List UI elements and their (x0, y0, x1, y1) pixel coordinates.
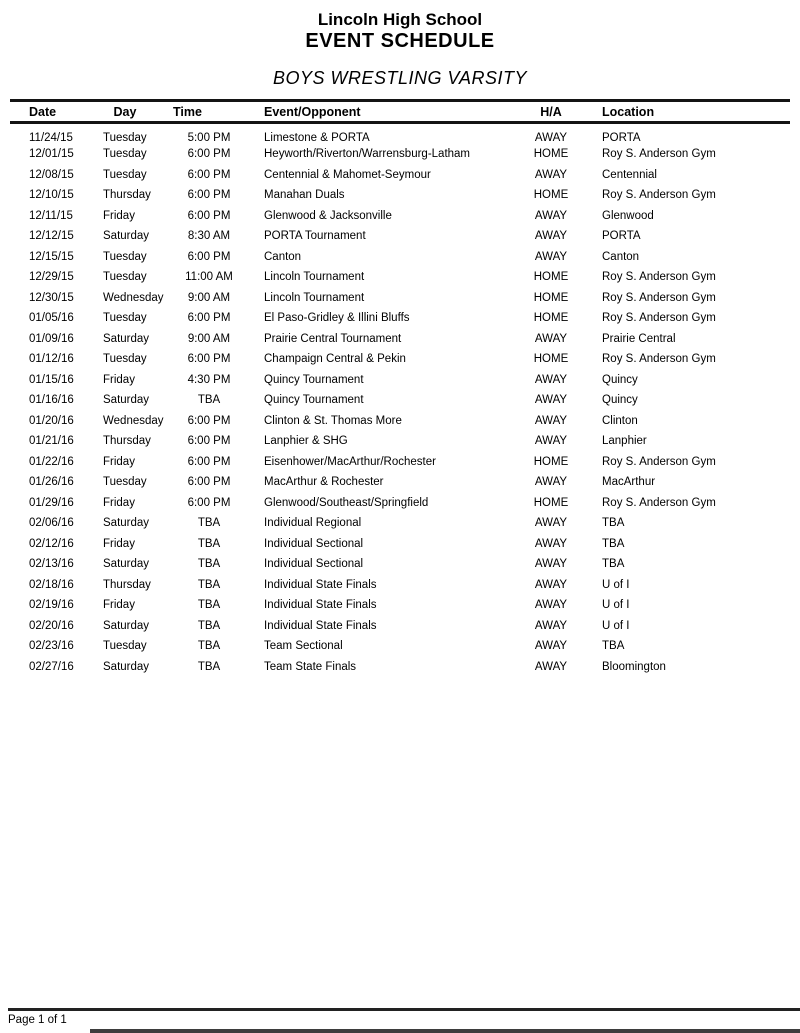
cell-home-away: HOME (533, 312, 569, 325)
cell-time: 9:00 AM (187, 291, 231, 304)
footer-divider (8, 1008, 800, 1011)
cell-day: Thursday (103, 578, 151, 591)
table-row (10, 370, 790, 391)
cell-date: 12/30/15 (29, 291, 74, 304)
event-schedule-title: EVENT SCHEDULE (305, 30, 495, 52)
table-row (10, 165, 790, 186)
cell-date: 01/05/16 (29, 312, 74, 325)
cell-event-opponent: Limestone & PORTA (264, 132, 370, 144)
cell-time: 6:00 PM (187, 476, 231, 489)
cell-date: 01/26/16 (29, 476, 74, 489)
cell-event-opponent: Individual Regional (264, 517, 362, 530)
cell-home-away: AWAY (534, 373, 568, 386)
cell-event-opponent: Quincy Tournament (264, 373, 364, 386)
cell-day: Saturday (103, 619, 150, 632)
cell-time: TBA (197, 537, 221, 550)
cell-location: Lanphier (602, 435, 647, 448)
schedule-table (10, 99, 790, 677)
cell-date: 12/11/15 (29, 209, 73, 222)
cell-time: TBA (197, 517, 221, 530)
table-row (10, 247, 790, 268)
cell-date: 12/29/15 (29, 271, 74, 284)
column-header-date: Date (10, 101, 85, 123)
cell-event-opponent: Glenwood & Jacksonville (264, 209, 392, 222)
table-row (10, 534, 790, 555)
title-block (0, 0, 800, 89)
cell-date: 01/09/16 (29, 332, 74, 345)
cell-home-away: AWAY (534, 132, 568, 144)
table-row (10, 554, 790, 575)
column-header-event-opponent: Event/Opponent (253, 101, 520, 123)
cell-time: 6:00 PM (187, 353, 231, 366)
cell-home-away: AWAY (534, 414, 568, 427)
table-row (10, 185, 790, 206)
cell-date: 12/15/15 (29, 250, 74, 263)
cell-location: Roy S. Anderson Gym (602, 455, 716, 468)
cell-day: Tuesday (103, 148, 147, 161)
cell-date: 01/12/16 (29, 353, 74, 366)
cell-time: 9:00 AM (187, 332, 231, 345)
cell-day: Friday (103, 599, 135, 612)
cell-time: TBA (197, 640, 221, 653)
cell-location: TBA (602, 537, 625, 550)
cell-time: 8:30 AM (187, 230, 231, 243)
cell-day: Saturday (103, 230, 150, 243)
cell-date: 02/18/16 (29, 578, 74, 591)
cell-event-opponent: Lincoln Tournament (264, 271, 365, 284)
cell-day: Tuesday (103, 271, 147, 284)
column-header-location: Location (582, 101, 790, 123)
header-row (10, 101, 790, 123)
cell-location: Quincy (602, 394, 638, 407)
cell-home-away: AWAY (534, 640, 568, 653)
cell-date: 02/19/16 (29, 599, 74, 612)
cell-day: Wednesday (103, 414, 164, 427)
cell-event-opponent: Canton (264, 250, 302, 263)
table-row (10, 390, 790, 411)
cell-day: Tuesday (103, 168, 147, 181)
table-row (10, 513, 790, 534)
cell-event-opponent: MacArthur & Rochester (264, 476, 384, 489)
cell-location: Roy S. Anderson Gym (602, 271, 716, 284)
cell-time: 4:30 PM (187, 373, 231, 386)
cell-event-opponent: Team Sectional (264, 640, 343, 653)
cell-day: Friday (103, 537, 135, 550)
cell-time: TBA (197, 394, 221, 407)
cell-time: 6:00 PM (187, 250, 231, 263)
cell-date: 12/12/15 (29, 230, 74, 243)
cell-date: 01/29/16 (29, 496, 74, 509)
cell-date: 12/10/15 (29, 189, 74, 202)
cell-time: 6:00 PM (187, 455, 231, 468)
cell-day: Tuesday (103, 312, 147, 325)
cell-location: PORTA (602, 230, 641, 243)
cell-location: Glenwood (602, 209, 654, 222)
cell-day: Tuesday (103, 132, 147, 144)
cell-location: MacArthur (602, 476, 656, 489)
cell-day: Friday (103, 373, 135, 386)
cell-event-opponent: Eisenhower/MacArthur/Rochester (264, 455, 436, 468)
cell-time: 6:00 PM (187, 414, 231, 427)
cell-day: Friday (103, 496, 135, 509)
cell-location: TBA (602, 517, 625, 530)
table-row (10, 493, 790, 514)
cell-location: Prairie Central (602, 332, 676, 345)
cell-time: 6:00 PM (187, 148, 231, 161)
table-row (10, 616, 790, 637)
cell-home-away: AWAY (534, 476, 568, 489)
cell-event-opponent: Lanphier & SHG (264, 435, 348, 448)
cell-event-opponent: Manahan Duals (264, 189, 345, 202)
table-row (10, 226, 790, 247)
cell-date: 01/15/16 (29, 373, 74, 386)
schedule-table-body (10, 123, 790, 678)
cell-location: Roy S. Anderson Gym (602, 148, 716, 161)
cell-home-away: HOME (533, 148, 569, 161)
cell-location: Roy S. Anderson Gym (602, 312, 716, 325)
cell-event-opponent: Individual State Finals (264, 619, 377, 632)
cell-time: 6:00 PM (187, 435, 231, 448)
cell-location: Centennial (602, 168, 657, 181)
cell-home-away: AWAY (534, 435, 568, 448)
page-number-label: Page 1 of 1 (8, 1014, 67, 1026)
cell-date: 12/01/15 (29, 148, 74, 161)
cell-location: Roy S. Anderson Gym (602, 189, 716, 202)
cell-location: Clinton (602, 414, 638, 427)
cell-day: Saturday (103, 332, 150, 345)
cell-time: 6:00 PM (187, 496, 231, 509)
cell-home-away: AWAY (534, 517, 568, 530)
cell-event-opponent: PORTA Tournament (264, 230, 366, 243)
cell-location: U of I (602, 619, 630, 632)
cell-day: Thursday (103, 435, 151, 448)
column-header-day: Day (85, 101, 165, 123)
cell-date: 02/13/16 (29, 558, 74, 571)
table-row (10, 411, 790, 432)
cell-event-opponent: Clinton & St. Thomas More (264, 414, 402, 427)
cell-event-opponent: Individual Sectional (264, 558, 364, 571)
cell-time: 6:00 PM (187, 209, 231, 222)
cell-event-opponent: Individual State Finals (264, 599, 377, 612)
table-row (10, 349, 790, 370)
cell-home-away: AWAY (534, 599, 568, 612)
cell-location: PORTA (602, 132, 641, 144)
cell-day: Tuesday (103, 250, 147, 263)
cell-time: TBA (197, 599, 221, 612)
cell-time: 6:00 PM (187, 168, 231, 181)
table-row (10, 206, 790, 227)
cell-home-away: AWAY (534, 250, 568, 263)
schedule-table-header (10, 101, 790, 123)
table-row (10, 329, 790, 350)
school-title: Lincoln High School (317, 10, 483, 29)
cell-date: 02/23/16 (29, 640, 74, 653)
cell-home-away: AWAY (534, 660, 568, 673)
column-header-time: Time (165, 101, 253, 123)
cell-day: Saturday (103, 394, 150, 407)
cell-time: TBA (197, 578, 221, 591)
cell-date: 11/24/15 (29, 132, 73, 144)
cell-location: Roy S. Anderson Gym (602, 291, 716, 304)
cell-event-opponent: Prairie Central Tournament (264, 332, 402, 345)
cell-date: 02/12/16 (29, 537, 74, 550)
table-row (10, 267, 790, 288)
cell-time: TBA (197, 558, 221, 571)
cell-home-away: HOME (533, 291, 569, 304)
cell-date: 01/16/16 (29, 394, 74, 407)
cell-home-away: HOME (533, 189, 569, 202)
cell-home-away: AWAY (534, 558, 568, 571)
cell-day: Friday (103, 455, 135, 468)
cell-date: 01/22/16 (29, 455, 74, 468)
cell-date: 02/27/16 (29, 660, 74, 673)
table-row (10, 595, 790, 616)
cell-event-opponent: Lincoln Tournament (264, 291, 365, 304)
cell-day: Tuesday (103, 353, 147, 366)
table-row (10, 431, 790, 452)
cell-day: Saturday (103, 517, 150, 530)
cell-event-opponent: Glenwood/Southeast/Springfield (264, 496, 429, 509)
cell-event-opponent: Centennial & Mahomet-Seymour (264, 168, 431, 181)
cell-home-away: AWAY (534, 332, 568, 345)
team-subtitle: BOYS WRESTLING VARSITY (272, 68, 528, 88)
table-row (10, 144, 790, 165)
cell-home-away: HOME (533, 496, 569, 509)
cell-location: TBA (602, 558, 625, 571)
cell-home-away: AWAY (534, 394, 568, 407)
cell-time: TBA (197, 619, 221, 632)
cell-day: Friday (103, 209, 135, 222)
cell-location: U of I (602, 599, 630, 612)
cell-home-away: AWAY (534, 168, 568, 181)
table-row (10, 123, 790, 145)
cell-location: Bloomington (602, 660, 666, 673)
cell-day: Thursday (103, 189, 151, 202)
table-row (10, 288, 790, 309)
column-header-home-away: H/A (520, 101, 582, 123)
cell-day: Saturday (103, 558, 150, 571)
cell-time: TBA (197, 660, 221, 673)
cell-event-opponent: Individual Sectional (264, 537, 364, 550)
cell-date: 02/06/16 (29, 517, 74, 530)
cell-event-opponent: Quincy Tournament (264, 394, 364, 407)
cell-time: 6:00 PM (187, 189, 231, 202)
cell-day: Saturday (103, 660, 150, 673)
cell-event-opponent: Individual State Finals (264, 578, 377, 591)
cell-day: Tuesday (103, 640, 147, 653)
cell-location: U of I (602, 578, 630, 591)
cell-home-away: AWAY (534, 537, 568, 550)
cell-time: 5:00 PM (187, 132, 231, 144)
table-row (10, 657, 790, 678)
cell-event-opponent: El Paso-Gridley & Illini Bluffs (264, 312, 410, 325)
cell-home-away: AWAY (534, 578, 568, 591)
cell-home-away: AWAY (534, 209, 568, 222)
cell-day: Wednesday (103, 291, 164, 304)
cell-home-away: AWAY (534, 230, 568, 243)
cell-location: TBA (602, 640, 625, 653)
cell-home-away: AWAY (534, 619, 568, 632)
cell-day: Tuesday (103, 476, 147, 489)
cell-event-opponent: Heyworth/Riverton/Warrensburg-Latham (264, 148, 471, 161)
cell-home-away: HOME (533, 455, 569, 468)
cell-date: 02/20/16 (29, 619, 74, 632)
cell-event-opponent: Champaign Central & Pekin (264, 353, 406, 366)
cell-location: Canton (602, 250, 640, 263)
bottom-edge-bar (90, 1029, 800, 1033)
cell-date: 12/08/15 (29, 168, 74, 181)
cell-location: Quincy (602, 373, 638, 386)
cell-home-away: HOME (533, 271, 569, 284)
table-row (10, 308, 790, 329)
cell-event-opponent: Team State Finals (264, 660, 357, 673)
cell-home-away: HOME (533, 353, 569, 366)
cell-time: 6:00 PM (187, 312, 231, 325)
table-row (10, 452, 790, 473)
cell-date: 01/20/16 (29, 414, 74, 427)
cell-date: 01/21/16 (29, 435, 74, 448)
cell-location: Roy S. Anderson Gym (602, 496, 716, 509)
table-row (10, 472, 790, 493)
cell-location: Roy S. Anderson Gym (602, 353, 716, 366)
cell-time: 11:00 AM (185, 271, 233, 284)
table-row (10, 575, 790, 596)
table-row (10, 636, 790, 657)
